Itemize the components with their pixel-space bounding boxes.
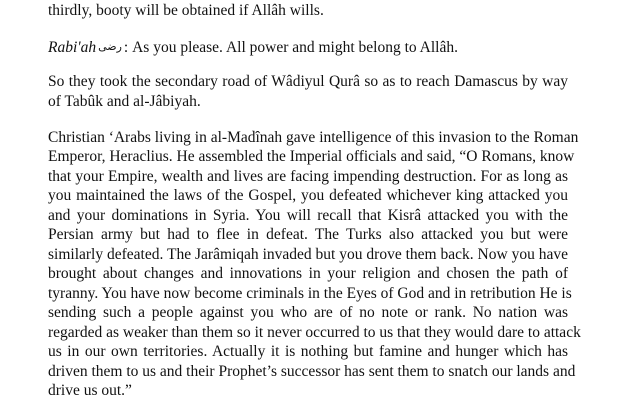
paragraph-line: you maintained the laws of the Gospel, you defeated whichever king attacked you [48,187,568,204]
honorific-symbol: رضى [98,41,122,53]
paragraph-line: us in our own territories. Actually it is nothing but famine and hunger which has [48,343,568,360]
paragraph-line: sending such a people against you who are of no note or rank. No nation was [48,304,568,321]
paragraph-line: Christian ‘Arabs living in al-Madînah gave intelligence of this invasion to the Roman [48,129,579,146]
paragraph-line: of Tabûk and al-Jâbiyah. [48,93,201,110]
paragraph-line: drive us out.” [48,382,132,399]
paragraph-line: So they took the secondary road of Wâdiyul Qurâ so as to reach Damascus by way [48,73,568,90]
paragraph-line: tyranny. You have now become criminals in the Eyes of God and in retribution He is [48,285,572,302]
paragraph-line: Persian army but had to flee in defeat. The Turks also attacked you but were [48,226,568,243]
paragraph-line: regarded as weaker than them so it never occurred to us that they would dare to attack [48,324,581,341]
paragraph-line: and your dominations in Syria. You will recall that Kisrâ attacked you with the [48,207,568,224]
dialogue-text: : As you please. All power and might belong to Allâh. [123,39,458,56]
paragraph-line: Emperor, Heraclius. He assembled the Imperial officials and said, “O Romans, know [48,148,575,165]
paragraph-line: that your Empire, wealth and lives are facing impending destruction. For as long as [48,168,568,185]
paragraph-line: driven them to us and their Prophet’s successor has sent them to snatch our lands and [48,363,576,380]
speaker-name: Rabi'ah [48,39,97,56]
paragraph-line: thirdly, booty will be obtained if Allâh wills. [48,2,324,19]
dialogue-line [48,38,458,57]
paragraph-line: brought about changes and innovations in your religion and chosen the path of [48,265,568,282]
paragraph-line: similarly defeated. The Jarâmiqah invaded but you drove them back. Now you have [48,246,568,263]
